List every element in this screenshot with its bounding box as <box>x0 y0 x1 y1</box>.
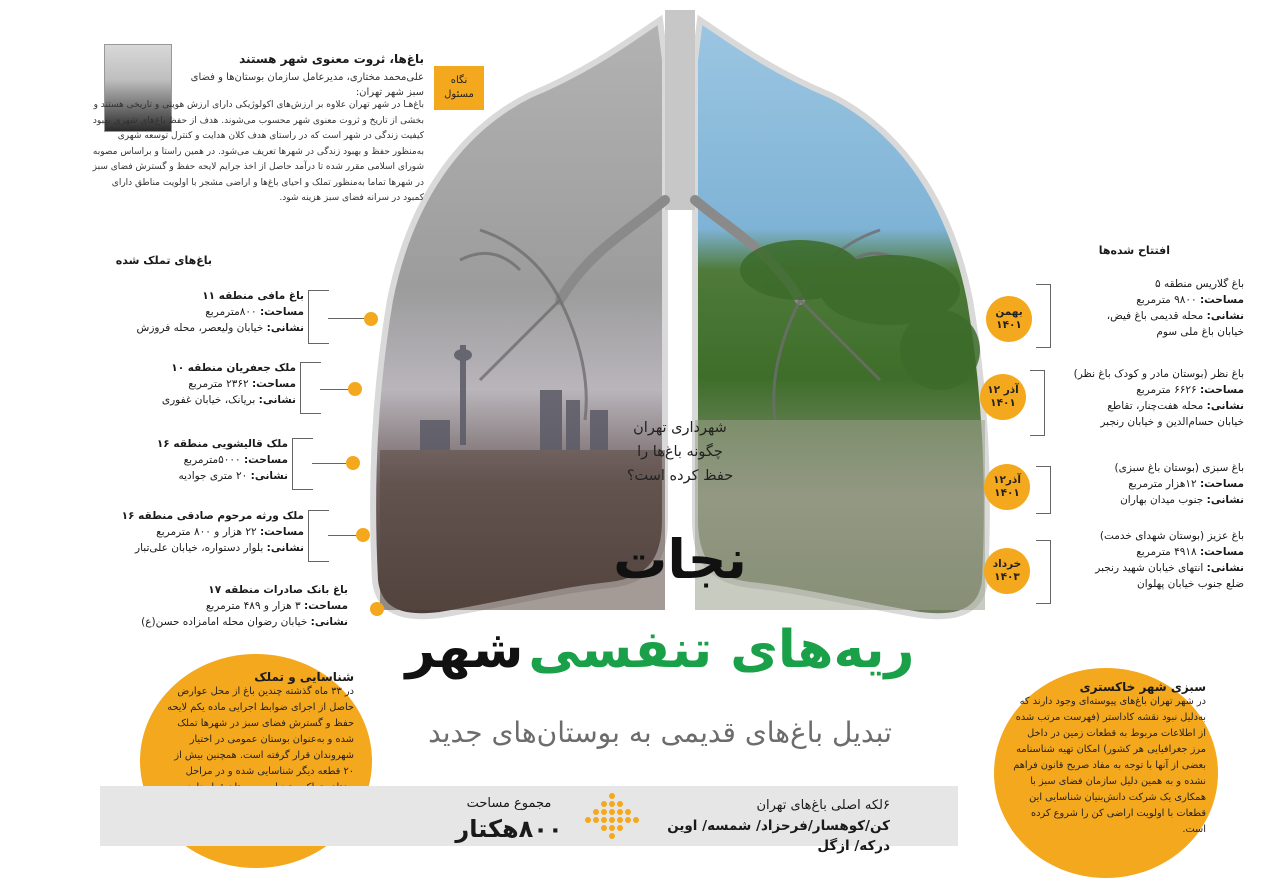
address-key: نشانی: <box>1206 562 1244 574</box>
address-key: نشانی: <box>310 616 348 628</box>
blob-heading: شناسایی و تملک <box>254 670 354 684</box>
area-key: مساحت: <box>259 306 304 318</box>
marker-dot <box>346 456 360 470</box>
item-title: باغ نظر (بوستان مادر و کودک باغ نظر) <box>1073 368 1244 380</box>
question-line: چگونه باغ‌ها را <box>637 444 723 460</box>
connector <box>320 389 348 390</box>
tagline: تبدیل باغ‌های قدیمی به بوستان‌های جدید <box>428 716 892 749</box>
list-item <box>1054 460 1244 508</box>
address-value: خیابان رضوان محله امامزاده حسن(ع) <box>141 616 308 628</box>
area-key: مساحت: <box>251 378 296 390</box>
address-key: نشانی: <box>1206 310 1244 322</box>
list-item <box>92 436 288 484</box>
quote-title: باغ‌ها، ثروت معنوی شهر هستند <box>239 52 424 66</box>
opinion-tag <box>434 66 484 110</box>
connector <box>312 463 346 464</box>
left-heading: باغ‌های تملک شده <box>115 254 212 267</box>
item-title: باغ سبزی (بوستان باغ سبزی) <box>1114 462 1244 474</box>
marker-dot <box>364 312 378 326</box>
date-month: خرداد <box>992 558 1022 570</box>
tag-line: نگاه <box>450 75 468 86</box>
question-line: شهرداری تهران <box>633 420 727 436</box>
blob-body: در ۳۳ ماه گذشته چندین باغ از محل عوارض حاصل از اجرای ضوابط اجرایی ماده یکم لایحه حفظ و گسترش فضای سبز در شهرها تملک شده و به‌عنوان بوستان عمومی در اختیار شهروندان قرار گرفته است. همچنین بیش از ۲۰ قطعه دیگر شناسایی شده و در مراحل <box>167 686 354 777</box>
connector <box>328 535 356 536</box>
date-month: ۱۲آذر <box>993 474 1021 486</box>
area-key: مساحت: <box>1199 294 1244 306</box>
list-item <box>1054 528 1244 592</box>
address-value: ۲۰ متری جوادیه <box>178 470 248 482</box>
sub-title <box>380 620 940 680</box>
right-heading: افتتاح شده‌ها <box>1098 244 1170 257</box>
item-title: باغ مافی منطقه ۱۱ <box>202 290 304 302</box>
item-title: باغ بانک صادرات منطقه ۱۷ <box>208 584 348 596</box>
blob-heading: سبزی شهر خاکستری <box>1079 680 1206 694</box>
center-question <box>600 416 760 488</box>
main-title: نجات <box>613 528 747 591</box>
main-list: کن/کوهسار/فرحزاد/ شمسه/ اوین درکه/ ازگل <box>667 818 890 854</box>
area-value: ۴۹۱۸ مترمربع <box>1136 546 1197 558</box>
item-title: ملک ورثه مرحوم صادقی منطقه ۱۶ <box>121 510 304 522</box>
address-value-2: ضلع جنوب خیابان پهلوان <box>1137 578 1244 590</box>
date-badge <box>984 548 1030 594</box>
area-value: ۲۳۶۲ مترمربع <box>188 378 249 390</box>
date-badge <box>980 374 1026 420</box>
question-line: حفظ کرده است؟ <box>626 468 734 484</box>
area-key: مساحت: <box>303 600 348 612</box>
list-item <box>1054 276 1244 340</box>
address-value: جنوب میدان بهاران <box>1120 494 1204 506</box>
blob-right-content <box>1010 680 1206 838</box>
arrow-dots-icon <box>582 790 644 842</box>
date-badge <box>986 296 1032 342</box>
title-black: شهر <box>405 620 524 680</box>
area-key: مساحت: <box>1199 478 1244 490</box>
main-label: ۶لکه اصلی باغ‌های تهران <box>756 798 890 813</box>
trachea <box>665 10 695 210</box>
address-value-2: خیابان حسام‌الدین و خیابان رنجبر <box>1100 416 1244 428</box>
area-value: ۳ هزار و ۴۸۹ مترمربع <box>205 600 301 612</box>
item-title: ملک جعفریان منطقه ۱۰ <box>171 362 296 374</box>
address-key: نشانی: <box>258 394 296 406</box>
address-value: انتهای خیابان شهید رنجبر <box>1095 562 1204 574</box>
quote-body: باغ‌هـا در شهر تهران علاوه بر ارزش‌های اکولوژیکی دارای ارزش هویتی و تاریخی هستند و بخشی از تاریخ و ثروت معنوی شهر محسوب می‌شوند. هدف از حفظ باغ‌های شهری بهبود کیفیت زندگی در شهر است که در راستای هدف کلان هدایت و کنترل توسعه شهری به‌منظور حفظ و بهبود زندگی در شهرها تعریف می‌شود. در همین راستا و براساس مصوبه شورای اسلامی مقرر شده تا درآمد حاصل از اخذ جرایم لایحه حفظ و گسترش فضای سبز در شهرها تماما به‌منظور تملک و احیای باغ‌ها و اراضی مشجر با اولویت مناطق دارای کمبود در سرانه فضای سبز هزینه شود. <box>92 100 424 203</box>
address-key: نشانی: <box>266 542 304 554</box>
bracket <box>308 510 329 562</box>
title-green: ریه‌های تنفسی <box>528 620 915 680</box>
address-key: نشانی: <box>250 470 288 482</box>
list-item <box>96 288 304 336</box>
bracket <box>300 362 321 414</box>
area-value: ۹۸۰۰ مترمربع <box>1136 294 1197 306</box>
date-month: بهمن <box>995 306 1023 318</box>
address-value: محله هفت‌چنار، تقاطع <box>1107 400 1204 412</box>
date-year: ۱۴۰۱ <box>994 487 1020 499</box>
blob-left-content <box>162 670 354 796</box>
item-title: باغ گلاریس منطقه ۵ <box>1154 278 1244 290</box>
item-title: باغ عزیز (بوستان شهدای خدمت) <box>1099 530 1244 542</box>
item-title: ملک قالیشویی منطقه ۱۶ <box>156 438 288 450</box>
area-key: مساحت: <box>259 526 304 538</box>
bracket <box>1036 540 1051 604</box>
area-value: ۶۶۲۶ مترمربع <box>1136 384 1197 396</box>
list-item <box>92 508 304 556</box>
connector <box>328 318 364 319</box>
address-value-2: خیابان باغ ملی سوم <box>1156 326 1244 338</box>
area-value: ۲۲ هزار و ۸۰۰ مترمربع <box>156 526 257 538</box>
area-value: ۸۰۰مترمربع <box>205 306 257 318</box>
address-value: محله قدیمی باغ فیض، <box>1106 310 1204 322</box>
bracket <box>308 290 329 344</box>
address-value: بلوار دستواره، خیابان علی‌تبار <box>135 542 264 554</box>
total-area <box>446 794 572 844</box>
list-item <box>1040 366 1244 430</box>
area-value: ۵۰۰۰مترمربع <box>183 454 241 466</box>
date-badge <box>984 464 1030 510</box>
date-year: ۱۴۰۳ <box>994 571 1020 583</box>
area-key: مساحت: <box>1199 546 1244 558</box>
bracket <box>1036 466 1051 514</box>
area-value: ۱۲هزار مترمربع <box>1128 478 1197 490</box>
marker-dot <box>370 602 384 616</box>
bracket <box>1036 284 1051 348</box>
date-month: ۱۲ آذر <box>987 384 1019 396</box>
address-key: نشانی: <box>266 322 304 334</box>
address-value: خیابان ولیعصر، محله فروزش <box>136 322 264 334</box>
list-item <box>92 360 296 408</box>
area-key: مساحت: <box>243 454 288 466</box>
tag-line: مسئول <box>444 89 474 100</box>
list-item <box>92 582 348 630</box>
blob-body: در شهر تهران باغ‌های پیوسته‌ای وجود دارند که به‌دلیل نبود نقشه کاداستر (فهرست مرتب شده از اطلاعات مربوط به قطعات زمین در داخل مرز جغرافیایی هر کشور) امکان تهیه شناسنامه بعضی از آنها با توجه به مفاد صریح قانون فراهم نشده و به همین دلیل سازمان فضای سبز با همکاری یک شرکت دانش‌بنیان شناسایی این قطعات با اولویت اراضی کن را شروع کرده است. <box>1013 696 1206 835</box>
total-label: مجموع مساحت <box>466 796 552 811</box>
address-key: نشانی: <box>1206 400 1244 412</box>
date-year: ۱۴۰۱ <box>996 319 1022 331</box>
marker-dot <box>356 528 370 542</box>
quote-byline: علی‌محمد مختاری، مدیرعامل سازمان بوستان‌ها و فضای سبز شهر تهران: <box>190 72 424 98</box>
date-year: ۱۴۰۱ <box>990 397 1016 409</box>
main-gardens <box>650 796 890 856</box>
bracket <box>292 438 313 490</box>
total-value: ۸۰۰هکتار <box>455 815 563 843</box>
marker-dot <box>348 382 362 396</box>
address-key: نشانی: <box>1206 494 1244 506</box>
area-key: مساحت: <box>1199 384 1244 396</box>
address-value: بریانک، خیابان غفوری <box>161 394 256 406</box>
